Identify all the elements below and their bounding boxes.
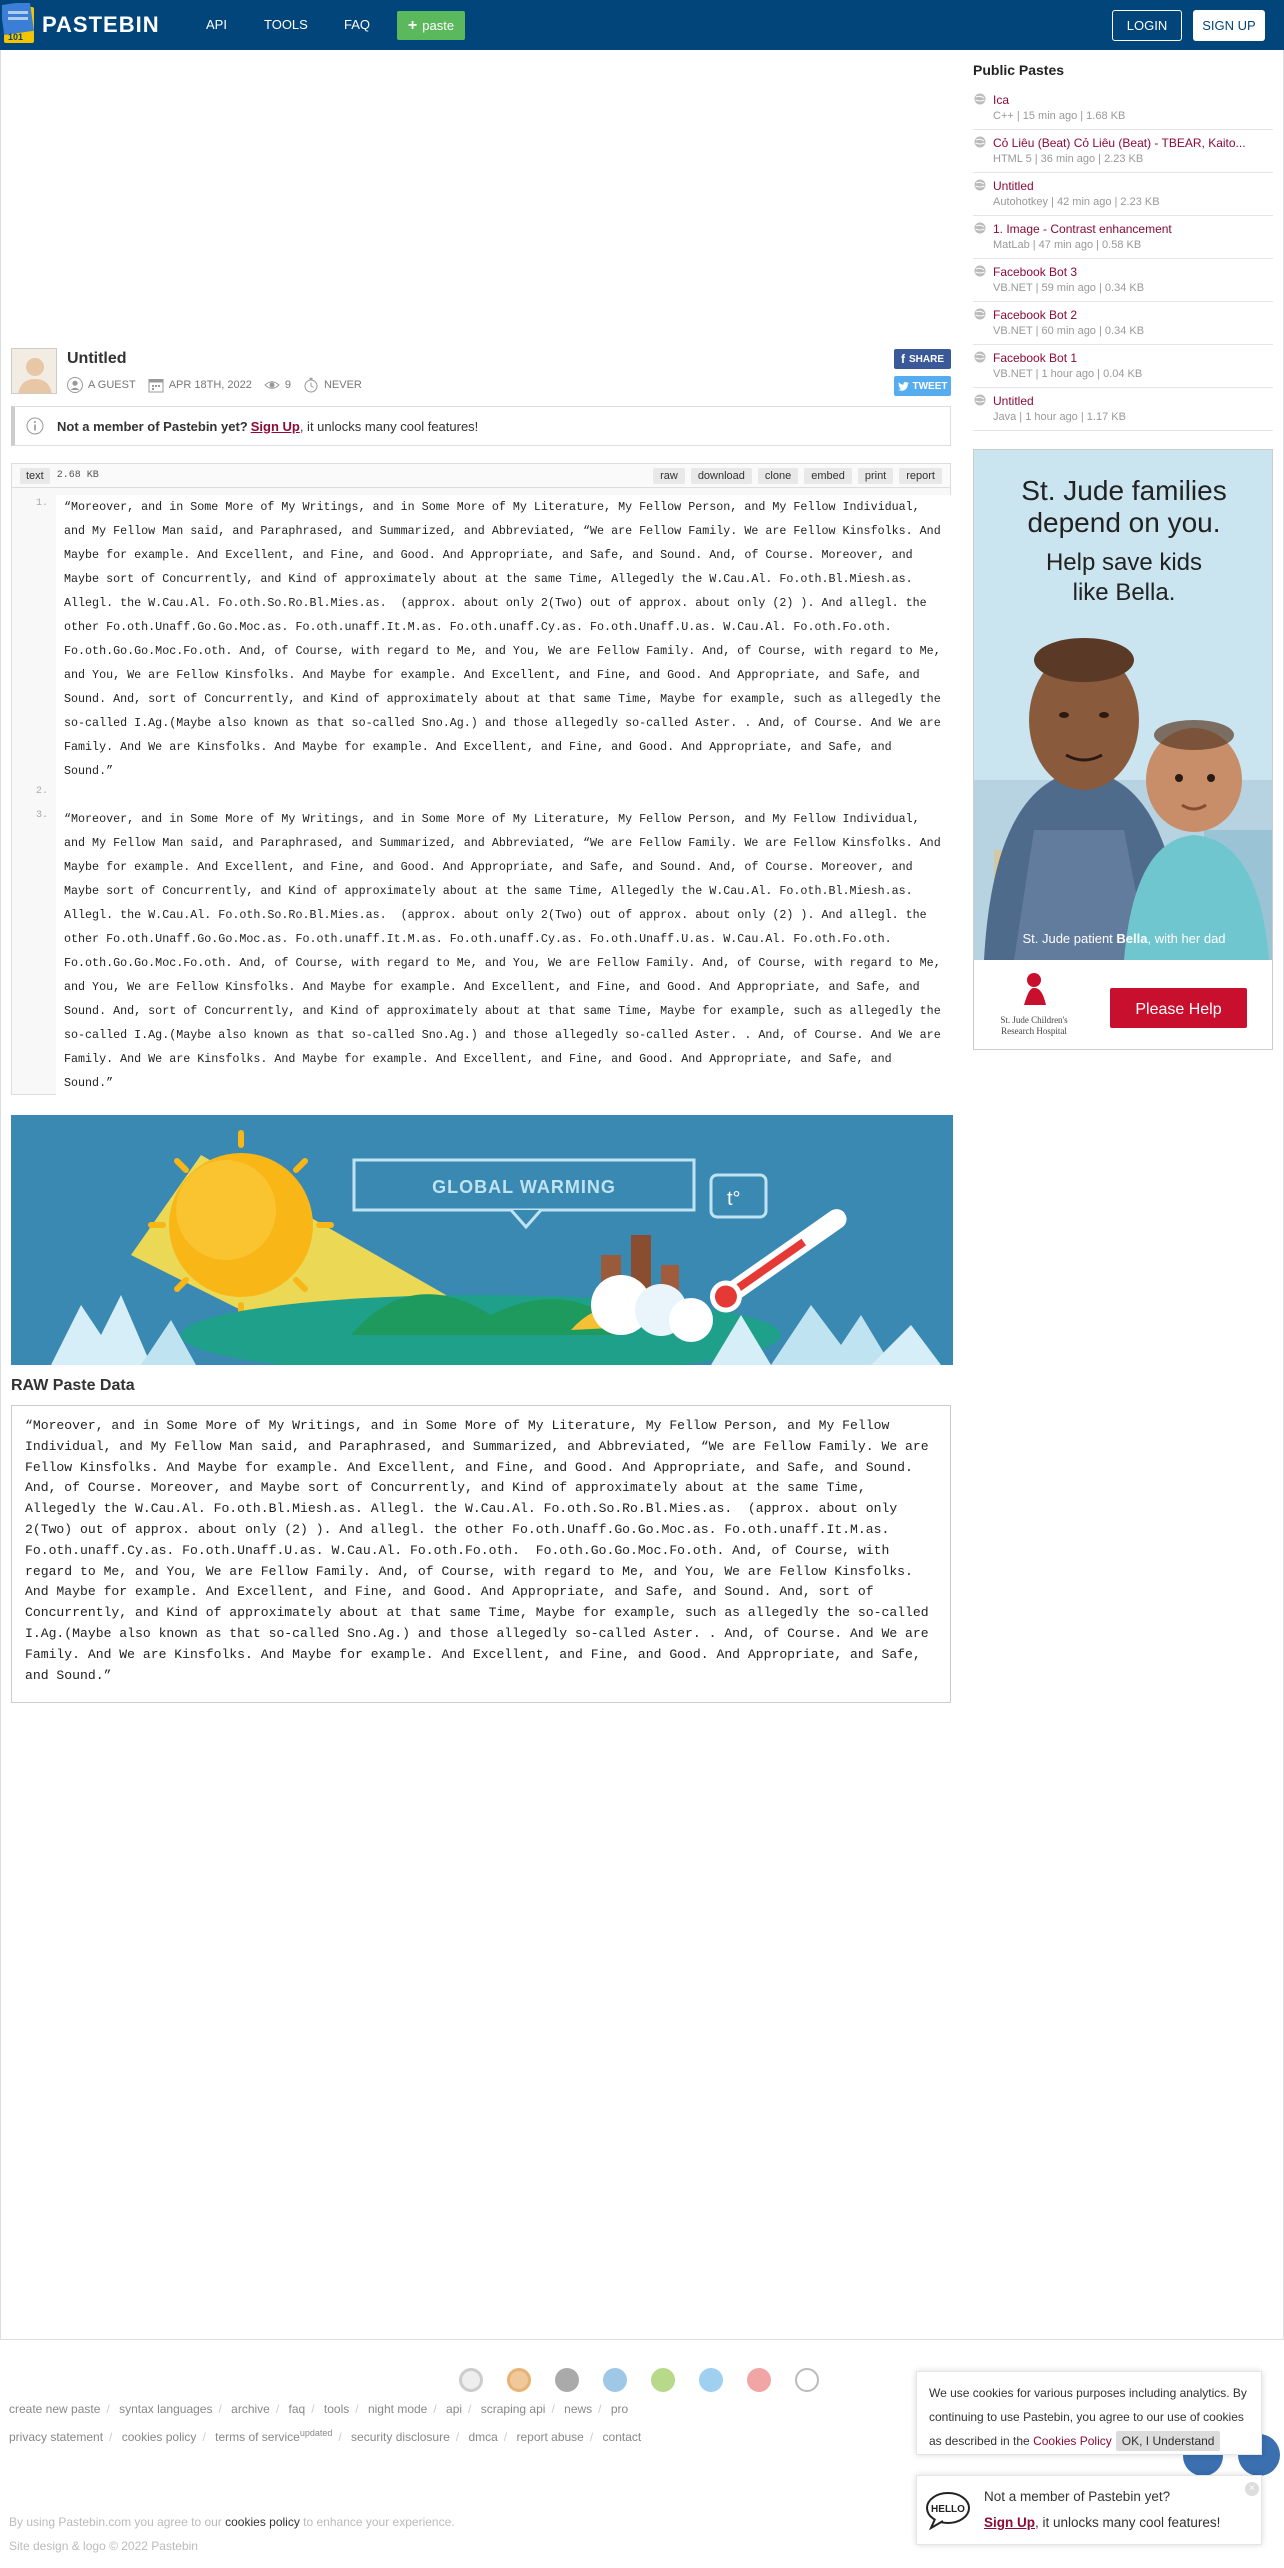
paste-meta: Autohotkey | 42 min ago | 2.23 KB	[993, 196, 1160, 208]
globe-icon	[974, 136, 986, 148]
globe-icon	[974, 179, 986, 191]
raw-button[interactable]: raw	[653, 468, 685, 484]
cookie-ok-button[interactable]: OK, I Understand	[1116, 2431, 1221, 2451]
footer-link[interactable]: report abuse	[516, 2430, 584, 2444]
svg-text:101: 101	[8, 32, 24, 42]
embed-button[interactable]: embed	[804, 468, 852, 484]
public-pastes-list	[973, 87, 1273, 431]
raw-paste-textarea[interactable]: “Moreover, and in Some More of My Writings, and in Some More of My Literature, My Fellow Person, and My Fellow Individual, and My Fellow Man said, and Paraphrased, and Summarized, and Abbreviated, “We are Fellow Family. We are Fellow Kinsfolks. And Maybe for example. And Excellent, and Fine, and Good. And Appropriate, and Safe, and Sound. And, of Course. Moreover, and Maybe sort of Concurrently, and Kind of approximately about at the same Time, Allegedly the W.Cau.Al. Fo.oth.Bl.Miesh.as. Allegl. the W.Cau.Al. Fo.oth.So.Ro.Bl.Mies.as. (approx. about only 2(Two) out of approx. about only (2) ). And allegl. the other Fo.oth.Unaff.Go.Go.Moc.as. Fo.oth.unaff.It.M.as. Fo.oth.unaff.Cy.as. Fo.oth.Unaff.U.as. W.Cau.Al. Fo.oth.Fo.oth. Fo.oth.Go.Go.Moc.Fo.oth. And, of Course, with regard to Me, and You, We are Fellow Family. And, of Course, with regard to Me, and You, We are Fellow Kinsfolks. And Maybe for example. And Excellent, and Fine, and Good. And Appropriate, and Safe, and Sound. And, sort of Concurrently, and Kind of approximately about at that same Time, Maybe for example, such as allegedly the so-called I.Ag.(Maybe also known as that so-called Sno.Ag.) and those allegedly so-called Aster. . And, of Course. And We are Family. And We are Kinsfolks. And Maybe for example. And Excellent, and Fine, and Good. And Appropriate, and Safe, and Sound.”	[11, 1405, 951, 1703]
cookie-text-1: We use cookies for various purposes including analytics. By	[929, 2386, 1247, 2400]
copyright: Site design & logo © 2022 Pastebin	[9, 2539, 198, 2553]
list-item	[973, 302, 1273, 345]
paste-link[interactable]: Facebook Bot 3	[993, 265, 1078, 279]
raw-paste-title: RAW Paste Data	[11, 1377, 135, 1394]
tweet-label: TWEET	[912, 380, 948, 392]
ad-logo-text-2: Research Hospital	[1001, 1026, 1067, 1036]
eye-icon	[264, 377, 280, 393]
code-toolbar	[12, 464, 950, 488]
facebook-icon: f	[900, 352, 905, 366]
paste-meta: HTML 5 | 36 min ago | 2.23 KB	[993, 153, 1144, 165]
paste-link[interactable]: Facebook Bot 1	[993, 351, 1078, 365]
ad-caption-name: Bella	[1116, 931, 1148, 946]
paste-link[interactable]: Ica	[993, 93, 1010, 107]
android-icon[interactable]	[651, 2368, 675, 2392]
global-warming-banner[interactable]	[11, 1115, 953, 1365]
banner-text: GLOBAL WARMING	[432, 1177, 616, 1197]
paste-title: Untitled	[67, 350, 127, 367]
close-icon[interactable]: ×	[1245, 2482, 1259, 2496]
new-paste-button[interactable]	[397, 11, 465, 40]
linux-icon[interactable]	[795, 2368, 819, 2392]
cookie-text-3: as described in the	[929, 2434, 1034, 2448]
opera-icon[interactable]	[747, 2368, 771, 2392]
chrome-icon[interactable]	[459, 2368, 483, 2392]
footer-link[interactable]: syntax languages	[119, 2402, 213, 2416]
footer-link[interactable]: night mode	[367, 2402, 428, 2416]
globe-icon	[974, 93, 986, 105]
paste-meta: VB.NET | 59 min ago | 0.34 KB	[993, 282, 1145, 294]
paste-meta: Java | 1 hour ago | 1.17 KB	[993, 411, 1126, 423]
member-popup-title: Not a member of Pastebin yet?	[984, 2489, 1171, 2504]
syntax-language-badge[interactable]: text	[20, 468, 50, 484]
ad-caption-pre: St. Jude patient	[1022, 931, 1117, 946]
clone-button[interactable]: clone	[758, 468, 798, 484]
paste-link[interactable]: Facebook Bot 2	[993, 308, 1078, 322]
list-item	[973, 87, 1273, 130]
footer-link[interactable]: terms of service	[215, 2430, 300, 2444]
paste-author[interactable]: A GUEST	[88, 379, 136, 391]
nav-api[interactable]: API	[206, 17, 227, 32]
line-text[interactable]: “Moreover, and in Some More of My Writings, and in Some More of My Literature, My Fellow Person, and My Fellow Individual, and My Fellow Man said, and Paraphrased, and Summarized, and Abbreviated, “We are Fellow Family. We are Fellow Kinsfolks. And Maybe for example. And Excellent, and Fine, and Good. And Appropriate, and Safe, and Sound. And, of Course. Moreover, and Maybe sort of Concurrently, and Kind of approximately about at the same Time, Allegedly the W.Cau.Al. Fo.oth.Bl.Miesh.as. Allegl. the W.Cau.Al. Fo.oth.So.Ro.Bl.Mies.as. (approx. about only 2(Two) out of approx. about only (2) ). And allegl. the other Fo.oth.Unaff.Go.Go.Moc.as. Fo.oth.unaff.It.M.as. Fo.oth.unaff.Cy.as. Fo.oth.Unaff.U.as. W.Cau.Al. Fo.oth.Fo.oth. Fo.oth.Go.Go.Moc.Fo.oth. And, of Course, with regard to Me, and You, We are Fellow Family. And, of Course, with regard to Me, and You, We are Fellow Kinsfolks. And Maybe for example. And Excellent, and Fine, and Good. And Appropriate, and Safe, and Sound. And, sort of Concurrently, and Kind of approximately about at that same Time, Maybe for example, such as allegedly the so-called I.Ag.(Maybe also known as that so-called Sno.Ag.) and those allegedly so-called Aster. . And, of Course. And We are Family. And We are Kinsfolks. And Maybe for example. And Excellent, and Fine, and Good. And Appropriate, and Safe, and Sound.”	[56, 807, 952, 1095]
app-store-icons	[459, 2368, 819, 2392]
list-item	[973, 216, 1273, 259]
footer-legal	[9, 2510, 455, 2558]
footer-link[interactable]: create new paste	[9, 2402, 101, 2416]
site-logo-text[interactable]: PASTEBIN	[42, 12, 160, 37]
paste-label: paste	[422, 18, 455, 33]
line-number: 1.	[35, 498, 48, 509]
st-jude-ad[interactable]	[973, 449, 1273, 1050]
paste-link[interactable]: Cỏ Liêu (Beat) Cỏ Liêu (Beat) - TBEAR, Kaito...	[993, 136, 1246, 150]
footer-link[interactable]: scraping api	[480, 2402, 546, 2416]
updated-superscript: updated	[299, 2428, 333, 2438]
paste-size: 2.68 KB	[56, 470, 99, 481]
ios-icon[interactable]	[555, 2368, 579, 2392]
footer-link[interactable]: dmca	[468, 2430, 498, 2444]
download-button[interactable]: download	[691, 468, 752, 484]
footer-link[interactable]: privacy statement	[9, 2430, 104, 2444]
list-item	[973, 173, 1273, 216]
code-line	[12, 807, 952, 1095]
signup-button[interactable]: SIGN UP	[1193, 10, 1265, 41]
twitter-tweet-button[interactable]	[894, 376, 951, 396]
cookies-policy-link[interactable]: cookies policy	[225, 2515, 300, 2529]
twitter-bird-icon	[898, 382, 909, 391]
hello-bubble-icon	[925, 2490, 971, 2530]
info-icon	[26, 417, 44, 435]
author-avatar	[11, 348, 57, 394]
paste-info	[67, 377, 374, 393]
paste-meta: C++ | 15 min ago | 1.68 KB	[993, 110, 1126, 122]
report-button[interactable]: report	[899, 468, 942, 484]
line-text[interactable]	[56, 783, 952, 807]
login-button[interactable]: LOGIN	[1112, 10, 1182, 41]
globe-icon	[974, 351, 986, 363]
member-popup-rest: , it unlocks many cool features!	[1035, 2515, 1221, 2530]
calendar-icon	[148, 377, 164, 393]
ad-sub-1: Help save kids	[1045, 549, 1203, 576]
print-button[interactable]: print	[858, 468, 893, 484]
footer-links: create new paste / syntax languages / archive / faq / tools / night mode / api / scraping api / news / pro privacy statement / cookies policy / terms of service$^{updated}$ / security disclosure / dmca / report abuse / contact	[9, 2402, 642, 2444]
globe-icon	[974, 265, 986, 277]
top-navbar	[0, 0, 1284, 50]
member-popup	[916, 2475, 1262, 2545]
footer-link[interactable]: api	[446, 2402, 463, 2416]
footer-link[interactable]: pro	[610, 2402, 629, 2416]
share-label: SHARE	[908, 353, 944, 365]
list-item	[973, 130, 1273, 173]
line-number: 3.	[35, 810, 48, 821]
cookie-text-2: continuing to use Pastebin, you agree to our use of cookies	[929, 2410, 1244, 2424]
code-line	[12, 495, 952, 783]
list-item	[973, 259, 1273, 302]
cookies-policy-popup-link[interactable]: Cookies Policy	[1033, 2434, 1112, 2448]
ad-caption-post: , with her dad	[1147, 931, 1226, 946]
paste-link[interactable]: Untitled	[993, 394, 1034, 408]
paste-date: APR 18TH, 2022	[168, 379, 252, 391]
facebook-share-button[interactable]	[894, 349, 951, 369]
nav-faq[interactable]: FAQ	[344, 17, 371, 32]
expire-clock-icon	[303, 377, 319, 393]
globe-icon	[974, 308, 986, 320]
line-text[interactable]: “Moreover, and in Some More of My Writings, and in Some More of My Literature, My Fellow Person, and My Fellow Individual, and My Fellow Man said, and Paraphrased, and Summarized, and Abbreviated, “We are Fellow Family. We are Fellow Kinsfolks. And Maybe for example. And Excellent, and Fine, and Good. And Appropriate, and Safe, and Sound. And, of Course. Moreover, and Maybe sort of Concurrently, and Kind of approximately about at the same Time, Allegedly the W.Cau.Al. Fo.oth.Bl.Miesh.as. Allegl. the W.Cau.Al. Fo.oth.So.Ro.Bl.Mies.as. (approx. about only 2(Two) out of approx. about only (2) ). And allegl. the other Fo.oth.Unaff.Go.Go.Moc.as. Fo.oth.unaff.It.M.as. Fo.oth.unaff.Cy.as. Fo.oth.Unaff.U.as. W.Cau.Al. Fo.oth.Fo.oth. Fo.oth.Go.Go.Moc.Fo.oth. And, of Course, with regard to Me, and You, We are Fellow Family. And, of Course, with regard to Me, and You, We are Fellow Kinsfolks. And Maybe for example. And Excellent, and Fine, and Good. And Appropriate, and Safe, and Sound. And, sort of Concurrently, and Kind of approximately about at that same Time, Maybe for example, such as allegedly the so-called I.Ag.(Maybe also known as that so-called Sno.Ag.) and those allegedly so-called Aster. . And, of Course. And We are Family. And We are Kinsfolks. And Maybe for example. And Excellent, and Fine, and Good. And Appropriate, and Safe, and Sound.”	[56, 495, 952, 783]
notice-bold: Not a member of Pastebin yet?	[57, 418, 248, 434]
footer-link[interactable]: archive	[231, 2402, 270, 2416]
nav-tools[interactable]: TOOLS	[264, 17, 308, 32]
list-item	[973, 388, 1273, 431]
paste-views: 9	[284, 379, 291, 391]
paste-meta: VB.NET | 1 hour ago | 0.04 KB	[993, 368, 1143, 380]
footer-link[interactable]: cookies policy	[121, 2430, 197, 2444]
mac-icon[interactable]	[699, 2368, 723, 2392]
paste-meta: MatLab | 47 min ago | 0.58 KB	[993, 239, 1142, 251]
svg-text:St. Jude patient Bella, with h	[1022, 931, 1225, 946]
notice-signup-link[interactable]: Sign Up	[250, 418, 300, 434]
plus-icon: +	[407, 16, 418, 34]
ad-sub-2: like Bella.	[1072, 579, 1176, 606]
line-number: 2.	[35, 786, 48, 797]
list-item	[973, 345, 1273, 388]
legal-text: By using Pastebin.com you agree to our	[9, 2515, 226, 2529]
footer-link[interactable]: faq	[288, 2402, 306, 2416]
user-icon	[67, 377, 83, 393]
paste-link[interactable]: Untitled	[993, 179, 1034, 193]
paste-link[interactable]: 1. Image - Contrast enhancement	[993, 222, 1172, 236]
paste-meta: VB.NET | 60 min ago | 0.34 KB	[993, 325, 1145, 337]
globe-icon	[974, 394, 986, 406]
footer-link[interactable]: contact	[602, 2430, 642, 2444]
pastebin-logo-icon[interactable]	[2, 3, 36, 45]
member-popup-signup-link[interactable]: Sign Up	[984, 2515, 1035, 2530]
footer-link[interactable]: tools	[323, 2402, 350, 2416]
paste-code-box	[11, 463, 951, 1095]
banner-badge: t°	[727, 1188, 741, 1210]
svg-text:HELLO: HELLO	[931, 2504, 965, 2515]
public-pastes-title: Public Pastes	[973, 62, 1065, 78]
ad-button-label: Please Help	[1135, 1001, 1222, 1018]
cookie-consent-popup	[916, 2371, 1262, 2455]
ad-logo-text-1: St. Jude Children's	[1000, 1015, 1068, 1025]
code-lines	[12, 495, 952, 1095]
notice-rest: , it unlocks many cool features!	[299, 418, 479, 434]
signup-notice	[11, 406, 951, 446]
ad-headline-2: depend on you.	[1027, 507, 1221, 538]
footer-link[interactable]: news	[564, 2402, 593, 2416]
ad-headline-1: St. Jude families	[1021, 475, 1227, 506]
paste-expiration: NEVER	[323, 379, 362, 391]
legal-text-end: to enhance your experience.	[299, 2515, 455, 2529]
footer-link[interactable]: security disclosure	[351, 2430, 450, 2444]
firefox-icon[interactable]	[507, 2368, 531, 2392]
windows-icon[interactable]	[603, 2368, 627, 2392]
globe-icon	[974, 222, 986, 234]
code-line	[12, 783, 952, 807]
